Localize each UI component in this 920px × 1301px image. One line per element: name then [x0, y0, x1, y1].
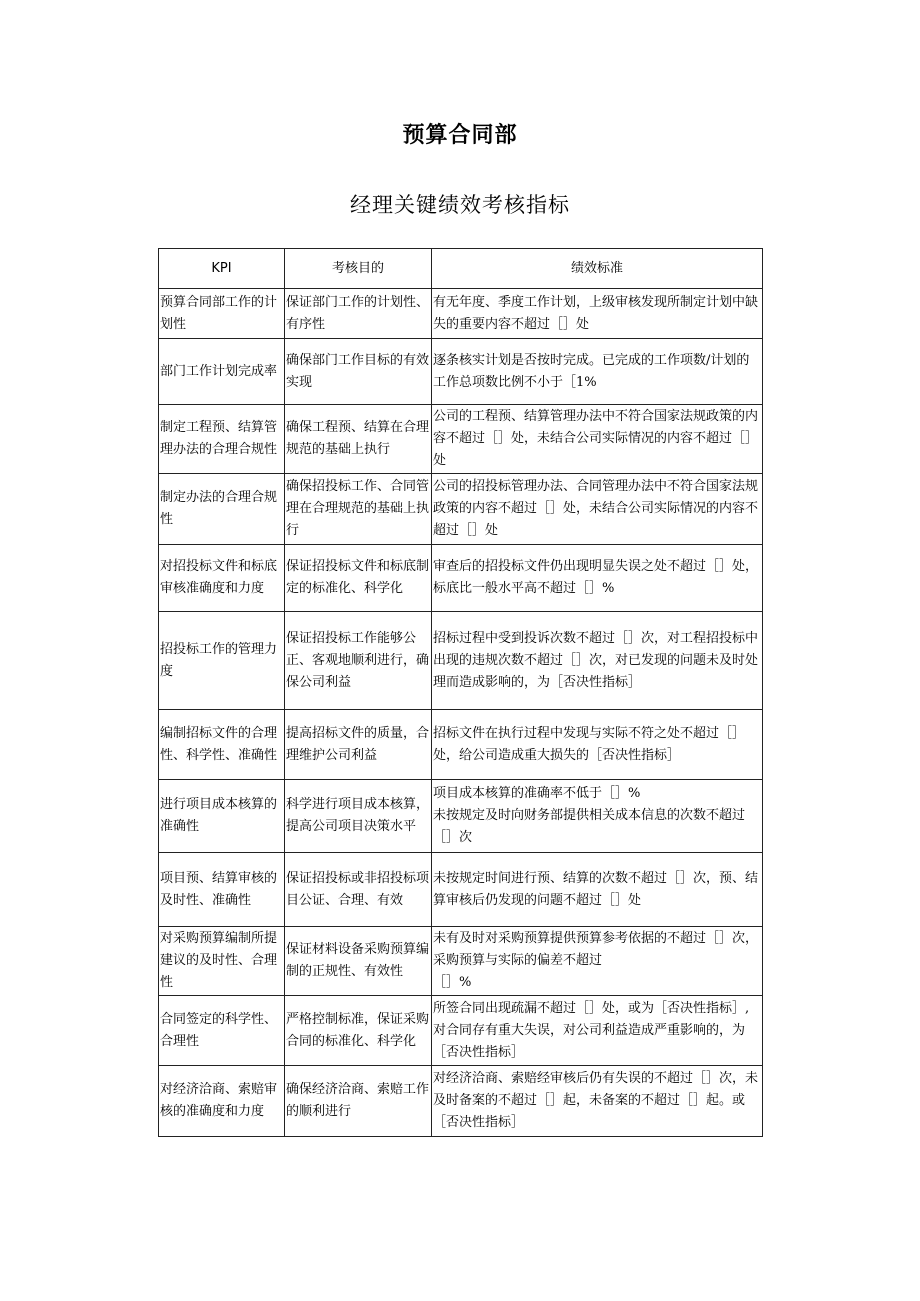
table-row [159, 1066, 763, 1137]
table-row [159, 289, 763, 339]
table-row [159, 710, 763, 780]
table-row [159, 853, 763, 927]
header-purpose: 考核目的 [285, 249, 432, 289]
header-standard: 绩效标准 [432, 249, 763, 289]
kpi-cell: 预算合同部工作的计划性 [159, 289, 285, 339]
kpi-cell: 对采购预算编制所提建议的及时性、合理性 [159, 927, 285, 996]
table-header-row [159, 249, 763, 289]
purpose-cell: 确保工程预、结算在合理规范的基础上执行 [285, 405, 432, 474]
department-title: 预算合同部 [402, 123, 518, 148]
purpose-cell: 确保招投标工作、合同管理在合理规范的基础上执行 [285, 474, 432, 545]
kpi-table [158, 248, 763, 1137]
standard-cell: 公司的招投标管理办法、合同管理办法中不符合国家法规政策的内容不超过［］处，未结合公司实际情况的内容不超过［］处 [432, 474, 763, 545]
table-row [159, 780, 763, 853]
kpi-cell: 制定办法的合理合规性 [159, 474, 285, 545]
table-row [159, 545, 763, 612]
table-row [159, 996, 763, 1066]
purpose-cell: 保证招投标文件和标底制定的标准化、科学化 [285, 545, 432, 612]
purpose-cell: 保证招投标工作能够公正、客观地顺利进行，确保公司利益 [285, 612, 432, 710]
purpose-cell: 确保经济洽商、索赔工作的顺利进行 [285, 1066, 432, 1137]
standard-cell: 有无年度、季度工作计划，上级审核发现所制定计划中缺失的重要内容不超过［］处 [432, 289, 763, 339]
table-row [159, 339, 763, 405]
kpi-cell: 项目预、结算审核的及时性、准确性 [159, 853, 285, 927]
document-title: 经理关键绩效考核指标 [350, 193, 570, 217]
purpose-cell: 保证材料设备采购预算编制的正规性、有效性 [285, 927, 432, 996]
standard-cell: 招标过程中受到投诉次数不超过［］次，对工程招投标中出现的违规次数不超过［］次，对已发现的问题未及时处理而造成影响的，为［否决性指标］ [432, 612, 763, 710]
standard-cell: 项目成本核算的准确率不低于［］% 未按规定及时向财务部提供相关成本信息的次数不超过［］次 [432, 780, 763, 853]
header-kpi: KPI [159, 249, 285, 289]
table-row [159, 405, 763, 474]
standard-cell: 未按规定时间进行预、结算的次数不超过［］次，预、结算审核后仍发现的问题不超过［］处 [432, 853, 763, 927]
kpi-cell: 合同签定的科学性、合理性 [159, 996, 285, 1066]
table-row [159, 474, 763, 545]
kpi-cell: 进行项目成本核算的准确性 [159, 780, 285, 853]
standard-cell: 招标文件在执行过程中发现与实际不符之处不超过［］处，给公司造成重大损失的［否决性指标］ [432, 710, 763, 780]
kpi-cell: 编制招标文件的合理性、科学性、准确性 [159, 710, 285, 780]
standard-cell: 逐条核实计划是否按时完成。已完成的工作项数/计划的工作总项数比例不小于［1% [432, 339, 763, 405]
kpi-cell: 对经济洽商、索赔审核的准确度和力度 [159, 1066, 285, 1137]
kpi-cell: 制定工程预、结算管理办法的合理合规性 [159, 405, 285, 474]
standard-cell: 公司的工程预、结算管理办法中不符合国家法规政策的内容不超过［］处，未结合公司实际情况的内容不超过［］处 [432, 405, 763, 474]
kpi-cell: 招投标工作的管理力度 [159, 612, 285, 710]
purpose-cell: 保证部门工作的计划性、有序性 [285, 289, 432, 339]
purpose-cell: 确保部门工作目标的有效实现 [285, 339, 432, 405]
purpose-cell: 保证招投标或非招投标项目公证、合理、有效 [285, 853, 432, 927]
standard-cell: 所签合同出现疏漏不超过［］处，或为［否决性指标］,对合同存有重大失误，对公司利益造成严重影响的，为［否决性指标］ [432, 996, 763, 1066]
purpose-cell: 科学进行项目成本核算，提高公司项目决策水平 [285, 780, 432, 853]
purpose-cell: 提高招标文件的质量，合理维护公司利益 [285, 710, 432, 780]
table-row [159, 612, 763, 710]
kpi-cell: 部门工作计划完成率 [159, 339, 285, 405]
standard-cell: 对经济洽商、索赔经审核后仍有失误的不超过［］次，未及时备案的不超过［］起，未备案的不超过［］起。或［否决性指标］ [432, 1066, 763, 1137]
purpose-cell: 严格控制标准，保证采购合同的标准化、科学化 [285, 996, 432, 1066]
standard-cell: 未有及时对采购预算提供预算参考依据的不超过［］次，采购预算与实际的偏差不超过 ［］% [432, 927, 763, 996]
table-row [159, 927, 763, 996]
standard-cell: 审查后的招投标文件仍出现明显失误之处不超过［］处，标底比一般水平高不超过［］% [432, 545, 763, 612]
kpi-cell: 对招投标文件和标底审核准确度和力度 [159, 545, 285, 612]
